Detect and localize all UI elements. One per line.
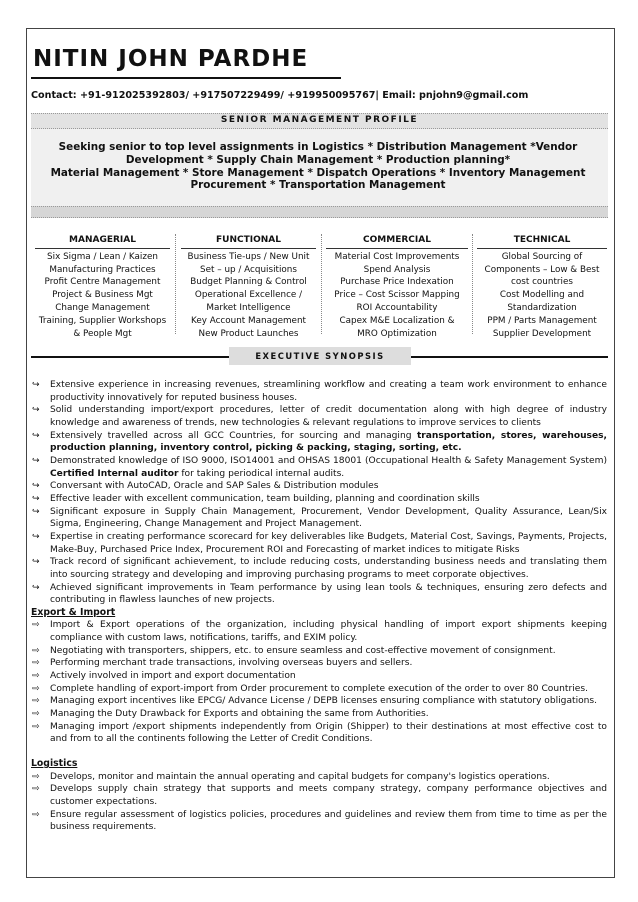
synopsis-rule-left (31, 356, 229, 358)
resume-body (31, 379, 607, 834)
profile-divider-bar (31, 206, 608, 218)
list-item: Material Cost Improvements (334, 251, 460, 262)
competency-columns (31, 234, 611, 339)
export-item: ⇨ Managing the Duty Drawback for Exports and obtaining the same from Authorities. (32, 709, 429, 720)
synopsis-item: ↪ Expertise in creating performance scorecard for key deliverables like Budgets, Material Cost, Savings, Payments, Projects, Make-Buy, Purchased Price Index, Procurement ROI and Forecasting of market indices to mitigate Risks (32, 531, 607, 555)
profile-summary (40, 141, 596, 192)
arrow-right-icon: ⇨ (32, 683, 40, 694)
technical-column (473, 234, 611, 340)
arrow-right-icon: ⇨ (32, 771, 40, 782)
list-item: Change Management (55, 302, 150, 313)
list-item: Components – Low & Best (484, 264, 600, 275)
arrow-hook-icon: ↪ (32, 493, 40, 504)
list-item: Supplier Development (492, 328, 592, 339)
arrow-right-icon: ⇨ (32, 784, 40, 795)
name-underline (31, 77, 341, 79)
list-item: Six Sigma / Lean / Kaizen (47, 251, 158, 262)
synopsis-heading: EXECUTIVE SYNOPSIS (229, 347, 411, 365)
list-item: Global Sourcing of (501, 251, 583, 262)
list-item: Operational Excellence / (194, 290, 303, 301)
arrow-right-icon: ⇨ (32, 620, 40, 631)
list-item: Purchase Price Indexation (340, 277, 454, 288)
arrow-hook-icon: ↪ (32, 455, 40, 466)
arrow-right-icon: ⇨ (32, 709, 40, 720)
contact-line: Contact: +91-912025392803/ +917507229499/ +919950095767| Email: pnjohn9@gmail.com (31, 90, 529, 101)
arrow-hook-icon: ↪ (32, 582, 40, 593)
export-item: ⇨ Negotiating with transporters, shippers, etc. to ensure seamless and cost-effective movement of consignment. (32, 645, 556, 656)
logistics-item: ⇨ Develops supply chain strategy that supports and meets company strategy, company performance objectives and customer expectations. (32, 784, 607, 807)
profile-line: Material Management * Store Management * Dispatch Operations * Inventory Management (50, 166, 586, 179)
synopsis-rule-right (411, 356, 608, 358)
column-divider (175, 234, 176, 334)
profile-line: Seeking senior to top level assignments in Logistics * Distribution Management *Vendor (58, 141, 578, 153)
list-item: New Product Launches (198, 328, 299, 339)
column-heading: FUNCTIONAL (181, 234, 316, 249)
synopsis-item: ↪ Achieved significant improvements in Team performance by using lean tools & techniques, ensuring zero defects and contributing in flawless launches of new projects. (32, 582, 607, 606)
list-item: Standardization (507, 302, 577, 313)
arrow-hook-icon: ↪ (32, 531, 40, 542)
arrow-hook-icon: ↪ (32, 405, 40, 416)
export-item: ⇨ Complete handling of export-import from Order procurement to complete execution of the order to over 80 Countries. (32, 683, 588, 694)
list-item: Profit Centre Management (44, 277, 161, 288)
profile-heading-bar (31, 113, 608, 129)
commercial-column (322, 234, 472, 340)
list-item: Key Account Management (190, 315, 306, 326)
synopsis-item: ↪ Significant exposure in Supply Chain Management, Procurement, Vendor Development, Quality Assurance, Lean/Six Sigma, Engineering, Change Management and Project Management. (32, 506, 607, 530)
list-item: PPM / Parts Management (487, 315, 597, 326)
column-heading: TECHNICAL (477, 234, 607, 249)
arrow-right-icon: ⇨ (32, 721, 40, 732)
list-item: Price – Cost Scissor Mapping (334, 290, 460, 301)
synopsis-item: ↪ Effective leader with excellent communication, team building, planning and coordination skills (32, 493, 480, 504)
managerial-column (31, 234, 174, 340)
synopsis-item: ↪ Demonstrated knowledge of ISO 9000, ISO14001 and OHSAS 18001 (Occupational Health & Safety Management System) Certified Internal auditor for taking periodical internal audits. (32, 455, 607, 479)
arrow-hook-icon: ↪ (32, 557, 40, 568)
export-item: ⇨ Actively involved in import and export documentation (32, 671, 296, 682)
list-item: & People Mgt (73, 328, 132, 339)
synopsis-item: ↪ Conversant with AutoCAD, Oracle and SAP Sales & Distribution modules (32, 481, 379, 492)
list-item: MRO Optimization (357, 328, 437, 339)
arrow-hook-icon: ↪ (32, 380, 40, 390)
profile-line: Development * Supply Chain Management * Production planning* (125, 153, 511, 166)
logistics-item: ⇨ Develops, monitor and maintain the annual operating and capital budgets for company's logistics operations. (32, 771, 550, 782)
list-item: Business Tie-ups / New Unit (187, 251, 310, 262)
arrow-hook-icon: ↪ (32, 481, 40, 492)
synopsis-item: ↪ Track record of significant achievement, to include reducing costs, understanding business needs and translating them into sourcing strategy and developing and improving purchasing programs to meet corporate objectives. (32, 557, 607, 580)
list-item: Market Intelligence (206, 302, 291, 313)
export-item: ⇨ Managing export incentives like EPCG/ Advance License / DEPB licenses ensuring compliance with statutory obligations. (32, 696, 598, 707)
arrow-right-icon: ⇨ (32, 645, 40, 656)
list-item: Manufacturing Practices (49, 264, 156, 275)
arrow-hook-icon: ↪ (32, 506, 40, 517)
export-item: ⇨ Import & Export operations of the organization, including physical handling of import export shipments keeping compliance with custom laws, notifications, tariffs, and EXIM policy. (32, 620, 607, 644)
logistics-item: ⇨ Ensure regular assessment of logistics policies, procedures and guidelines and review them from time to time as per the business requirements. (32, 809, 607, 833)
list-item: Cost Modelling and (499, 290, 585, 301)
arrow-hook-icon: ↪ (32, 430, 40, 441)
list-item: cost countries (511, 277, 573, 288)
arrow-right-icon: ⇨ (32, 671, 40, 682)
profile-heading: SENIOR MANAGEMENT PROFILE (220, 115, 419, 125)
export-item: ⇨ Performing merchant trade transactions, involving overseas buyers and sellers. (32, 658, 413, 669)
list-item: Capex M&E Localization & (339, 315, 455, 326)
logistics-heading: Logistics (31, 758, 78, 770)
list-item: Spend Analysis (363, 264, 431, 275)
arrow-right-icon: ⇨ (32, 809, 40, 820)
functional-column (177, 234, 320, 340)
export-import-heading: Export & Import (31, 606, 116, 618)
list-item: Project & Business Mgt (52, 290, 153, 301)
arrow-right-icon: ⇨ (32, 696, 40, 707)
list-item: Budget Planning & Control (190, 277, 307, 288)
list-item: ROI Accountability (356, 302, 438, 313)
synopsis-item: ↪ Extensively travelled across all GCC Countries, for sourcing and managing transportation, stores, warehouses, production planning, inventory control, picking & packing, staging, sorting, etc. (32, 430, 607, 454)
column-heading: MANAGERIAL (35, 234, 170, 249)
list-item: Set – up / Acquisitions (200, 264, 297, 275)
candidate-name: NITIN JOHN PARDHE (33, 46, 309, 72)
arrow-right-icon: ⇨ (32, 658, 40, 669)
synopsis-item: ↪ Solid understanding import/export procedures, letter of credit documentation along with high degree of industry knowledge and awareness of trends, new technologies & relevant regulations to improve services to clients (32, 405, 607, 428)
profile-line: Procurement * Transportation Management (190, 179, 446, 192)
synopsis-item: ↪ Extensive experience in increasing revenues, streamlining workflow and creating a team work environment to enhance productivity innovatively for reputed business houses. (32, 380, 607, 403)
list-item: Training, Supplier Workshops (38, 315, 167, 326)
column-heading: COMMERCIAL (326, 234, 468, 249)
export-item: ⇨ Managing import /export shipments independently from Origin (Shipper) to their destinations at most effective cost to and from to all the continents following the Letter of Credit Conditions. (32, 721, 607, 745)
